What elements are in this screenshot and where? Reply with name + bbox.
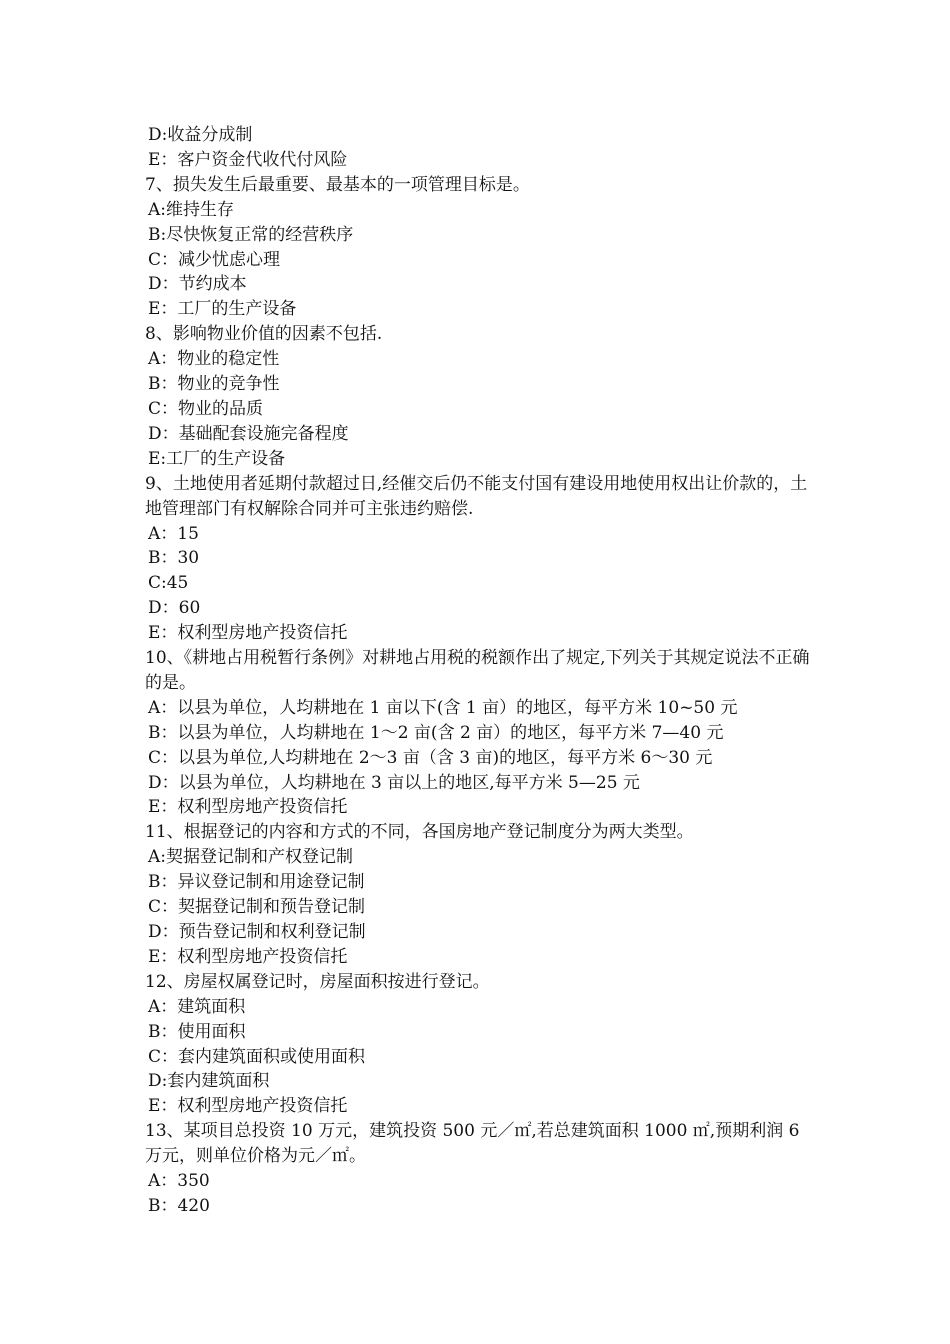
option-line: B:尽快恢复正常的经营秩序 [148, 224, 354, 245]
option-line: E：权利型房地产投资信托 [148, 623, 348, 644]
question-line: 7、损失发生后最重要、最基本的一项管理目标是。 [145, 174, 530, 195]
option-line: E：权利型房地产投资信托 [148, 797, 348, 818]
option-line: C：物业的品质 [148, 398, 264, 419]
option-line: D：基础配套设施完备程度 [148, 423, 349, 444]
option-line: A：350 [148, 1171, 210, 1192]
option-line: E：权利型房地产投资信托 [148, 1096, 348, 1117]
option-line: D：节约成本 [148, 274, 247, 295]
option-line: B：异议登记制和用途登记制 [148, 872, 365, 893]
option-line: A:维持生存 [148, 199, 235, 220]
option-line: A:契据登记制和产权登记制 [148, 847, 354, 868]
option-line: D:套内建筑面积 [148, 1071, 270, 1092]
question-line: 12、房屋权属登记时，房屋面积按进行登记。 [145, 971, 490, 992]
option-line: C:45 [148, 573, 189, 594]
option-line: E：工厂的生产设备 [148, 299, 297, 320]
question-line: 10、《耕地占用税暂行条例》对耕地占用税的税额作出了规定,下列关于其规定说法不正确的是。 [145, 648, 810, 693]
option-line: B：420 [148, 1195, 210, 1216]
option-line: C：减少忧虑心理 [148, 249, 281, 270]
option-line: E：权利型房地产投资信托 [148, 946, 348, 967]
question-line: 8、影响物业价值的因素不包括. [145, 324, 383, 345]
option-line: A：15 [148, 523, 199, 544]
question-line: 11、根据登记的内容和方式的不同，各国房地产登记制度分为两大类型。 [145, 822, 694, 843]
option-line: D:收益分成制 [148, 125, 253, 145]
option-line: E:工厂的生产设备 [148, 448, 286, 469]
option-line: C：套内建筑面积或使用面积 [148, 1046, 366, 1067]
question-line: 13、某项目总投资 10 万元，建筑投资 500 元／㎡,若总建筑面积 1000 ㎡,预期利润 6 万元，则单位价格为元／㎡。 [145, 1121, 800, 1167]
option-line: B：以县为单位，人均耕地在 1～2 亩(含 2 亩）的地区，每平方米 7—40 元 [148, 722, 724, 743]
option-line: B：使用面积 [148, 1021, 246, 1042]
option-line: D：预告登记制和权利登记制 [148, 922, 366, 942]
option-line: B：30 [148, 548, 200, 569]
option-line: C：以县为单位,人均耕地在 2～3 亩（含 3 亩)的地区，每平方米 6～30 元 [148, 747, 713, 768]
option-line: E：客户资金代收代付风险 [148, 149, 348, 170]
document-body [145, 123, 815, 1219]
option-line: D：以县为单位，人均耕地在 3 亩以上的地区,每平方米 5—25 元 [148, 772, 640, 793]
question-line: 9、土地使用者延期付款超过日,经催交后仍不能支付国有建设用地使用权出让价款的，土地管理部门有权解除合同并可主张违约赔偿. [145, 473, 808, 519]
option-line: A：以县为单位，人均耕地在 1 亩以下(含 1 亩）的地区，每平方米 10~50 元 [148, 697, 738, 718]
option-line: B：物业的竞争性 [148, 374, 280, 395]
option-line: D：60 [148, 598, 201, 619]
option-line: A：物业的稳定性 [148, 349, 280, 370]
option-line: A：建筑面积 [148, 996, 246, 1017]
option-line: C：契据登记制和预告登记制 [148, 897, 366, 918]
